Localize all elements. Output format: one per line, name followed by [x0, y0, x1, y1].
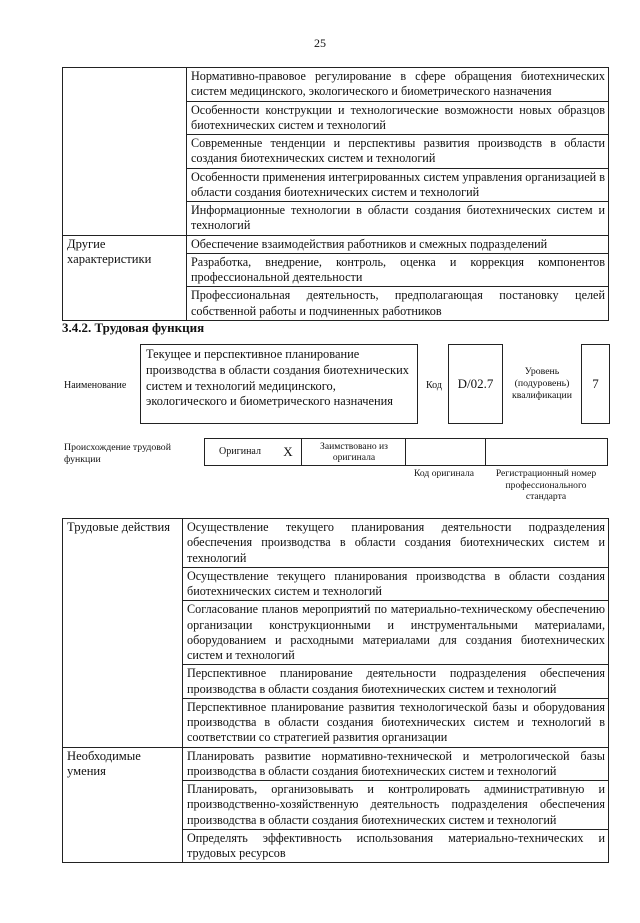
- code-value: D/02.7: [457, 375, 494, 391]
- original-mark: X: [283, 443, 293, 459]
- original-label: Оригинал: [219, 446, 261, 457]
- code-label: Код: [426, 380, 442, 391]
- table-cell: Нормативно-правовое регулирование в сфере обращения биотехнических систем медицинского, экологического и биометрического назначения: [187, 68, 609, 102]
- row-label: Трудовые действия: [63, 519, 183, 748]
- table-cell: Профессиональная деятельность, предполагающая постановку целей собственной работы и подчиненных работников: [187, 287, 609, 321]
- table-cell: Перспективное планирование развития технологической базы и оборудования производства в области создания биотехнических систем и технологий в соответствии со стратегией развития организации: [183, 698, 609, 747]
- section-heading: 3.4.2. Трудовая функция: [62, 320, 205, 335]
- table-cell: Определять эффективность использования материально-технических и трудовых ресурсов: [183, 829, 609, 863]
- code-caption: Код оригинала: [413, 468, 475, 479]
- table-cell: Информационные технологии в области создания биотехнических систем и технологий: [187, 202, 609, 236]
- table-cell: Особенности применения интегрированных систем управления организацией в области создания биотехнических систем и технологий: [187, 168, 609, 202]
- reg-caption: Регистрационный номер профессионального стандарта: [495, 468, 597, 502]
- row-label: [63, 68, 187, 236]
- table-cell: Осуществление текущего планирования производства в области создания биотехнических систем и технологий: [183, 567, 609, 601]
- level-value: 7: [592, 375, 599, 391]
- page-number: 25: [314, 36, 326, 50]
- name-label: Наименование: [64, 380, 127, 391]
- table-row: [63, 519, 609, 568]
- function-name-value: Текущее и перспективное планирование производства в области создания биотехнических систем и технологий медицинского, экологического и биометрического назначения: [146, 347, 409, 409]
- table-cell: Разработка, внедрение, контроль, оценка и коррекция компонентов профессиональной деятельности: [187, 253, 609, 287]
- row-label: Необходимые умения: [63, 747, 183, 863]
- table-cell: Планировать, организовывать и контролировать административную и производственно-хозяйственную деятельность подразделения обеспечения производства в области создания биотехнических систем и технологий: [183, 781, 609, 830]
- borrowed-label: Заимствовано из оригинала: [301, 439, 406, 465]
- table-cell: Перспективное планирование деятельности подразделения обеспечения производства в области создания биотехнических систем и технологий: [183, 665, 609, 699]
- top-table: [62, 67, 609, 321]
- level-box: [581, 344, 610, 424]
- main-table: [62, 518, 609, 863]
- function-name-box: [140, 344, 418, 424]
- table-cell: Особенности конструкции и технологические возможности новых образцов биотехнических систем и технологий: [187, 101, 609, 135]
- table-cell: Современные тенденции и перспективы развития производств в области создания биотехнических систем и технологий: [187, 135, 609, 169]
- row-label: Другие характеристики: [63, 235, 187, 320]
- table-cell: Согласование планов мероприятий по материально-техническому обеспечению организации конструкционными и инструментальными материалами, оборудованием и расходными материалами для создания биотехнических систем и технологий: [183, 601, 609, 665]
- original-code-cell: [405, 439, 486, 465]
- table-cell: Обеспечение взаимодействия работников и смежных подразделений: [187, 235, 609, 253]
- origin-label: Происхождение трудовой функции: [64, 442, 171, 465]
- table-cell: Осуществление текущего планирования деятельности подразделения обеспечения производства в области создания биотехнических систем и технологий: [183, 519, 609, 568]
- origin-row: [204, 438, 608, 466]
- reg-number-cell: [485, 439, 608, 465]
- table-row: [63, 747, 609, 781]
- table-cell: Планировать развитие нормативно-технической и метрологической базы производства в области создания биотехнических систем и технологий: [183, 747, 609, 781]
- table-row: [63, 68, 609, 102]
- code-box: [448, 344, 503, 424]
- table-row: [63, 235, 609, 253]
- level-label: Уровень (подуровень) квалификации: [511, 366, 573, 401]
